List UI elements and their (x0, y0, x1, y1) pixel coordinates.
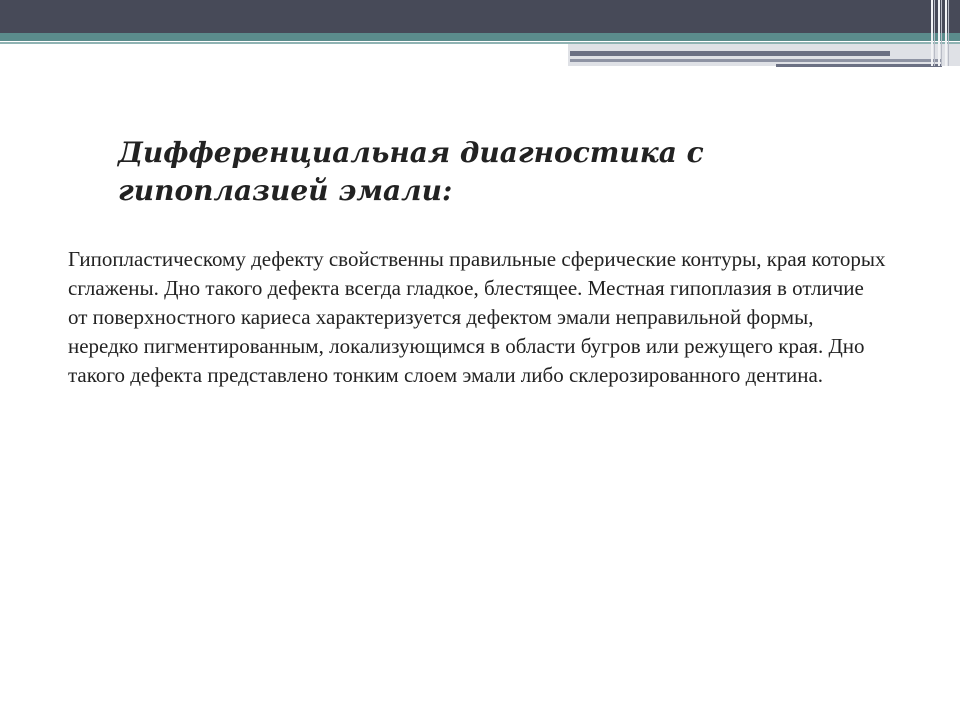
header-vertical-line (941, 0, 942, 66)
slide-title: Дифференциальная диагностика с гипоплазией эмали: (118, 136, 704, 207)
header-vertical-line (948, 0, 949, 66)
header-vertical-line (931, 0, 933, 66)
header-vertical-line (934, 0, 935, 66)
header-vertical-line (938, 0, 940, 66)
slide-body-text: Гипопластическому дефекту свойственны правильные сферические контуры, края которых сглажены. Дно такого дефекта всегда гладкое, блестящее. Местная гипоплазия в отличие от поверхностного кариеса характеризуется дефектом эмали неправильной формы, нередко пигментированным, локализующимся в области бугров или режущего края. Дно такого дефекта представлено тонким слоем эмали либо склерозированного дентина. (68, 247, 886, 387)
header-accent-bar (570, 51, 890, 56)
header-dark-band (0, 0, 960, 33)
header-teal-band (0, 33, 960, 41)
header-accent-bar (776, 64, 942, 67)
header-accent-bar (570, 59, 942, 62)
header-vertical-line (945, 0, 947, 66)
